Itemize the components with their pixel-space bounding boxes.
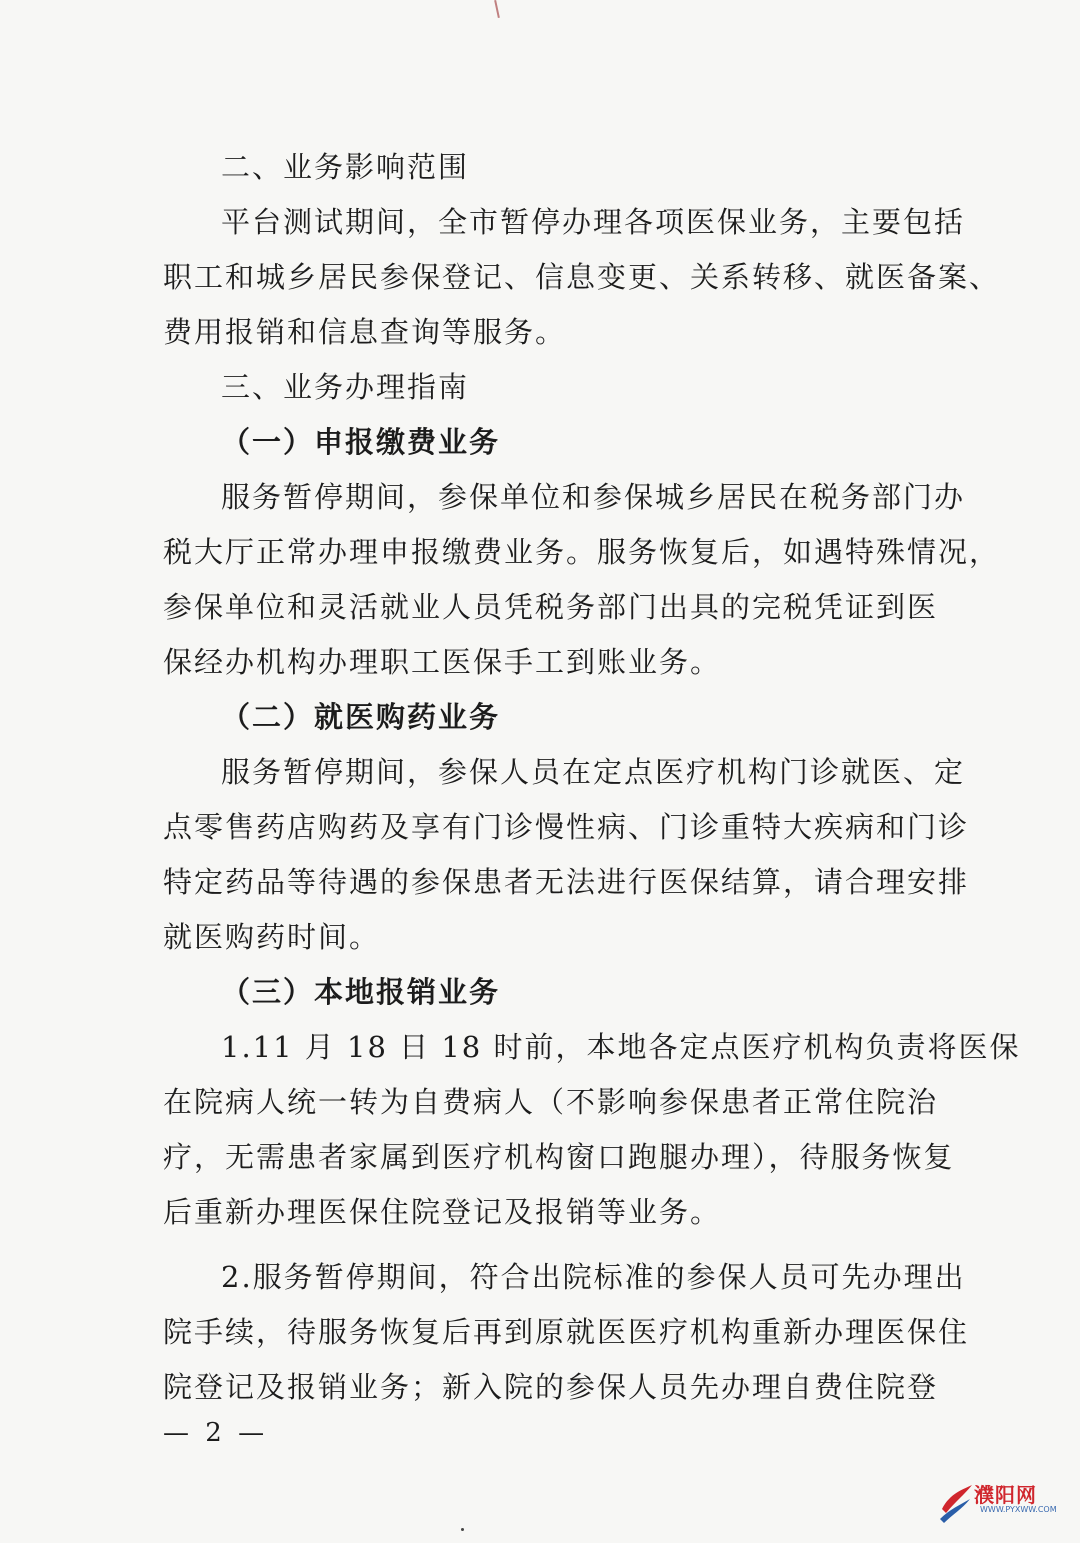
paragraph-line: 参保单位和灵活就业人员凭税务部门出具的完税凭证到医	[163, 590, 939, 624]
paragraph-line: 点零售药店购药及享有门诊慢性病、门诊重特大疾病和门诊	[163, 810, 970, 844]
paragraph-line: 税大厅正常办理申报缴费业务。服务恢复后，如遇特殊情况，	[163, 535, 1001, 569]
paragraph-line: 疗，无需患者家属到医疗机构窗口跑腿办理），待服务恢复	[163, 1140, 955, 1174]
paragraph-line: 服务暂停期间，参保人员在定点医疗机构门诊就医、定	[221, 755, 966, 789]
watermark-logo-icon	[936, 1479, 976, 1525]
subsection-heading-2: （二）就医购药业务	[221, 700, 501, 734]
paragraph-line: 后重新办理医保住院登记及报销等业务。	[163, 1195, 722, 1229]
paragraph-line: 保经办机构办理职工医保手工到账业务。	[163, 645, 722, 679]
section-heading-2: 二、业务影响范围	[221, 150, 470, 184]
paragraph-line: 院登记及报销业务；新入院的参保人员先办理自费住院登	[163, 1370, 939, 1404]
pen-mark	[494, 0, 500, 18]
scan-speck	[461, 1528, 464, 1531]
document-body	[163, 140, 1021, 1415]
paragraph-line: 院手续，待服务恢复后再到原就医医疗机构重新办理医保住	[163, 1315, 970, 1349]
paragraph-line: 职工和城乡居民参保登记、信息变更、关系转移、就医备案、	[163, 260, 1001, 294]
paragraph-line: 服务暂停期间，参保单位和参保城乡居民在税务部门办	[221, 480, 966, 514]
subsection-heading-1: （一）申报缴费业务	[221, 425, 501, 459]
section-heading-3: 三、业务办理指南	[221, 370, 470, 404]
paragraph-line: 1.11 月 18 日 18 时前，本地各定点医疗机构负责将医保	[221, 1030, 1021, 1064]
paragraph-line: 平台测试期间，全市暂停办理各项医保业务，主要包括	[221, 205, 966, 239]
paragraph-line: 就医购药时间。	[163, 920, 381, 954]
paragraph-line: 2.服务暂停期间，符合出院标准的参保人员可先办理出	[221, 1260, 966, 1294]
paragraph-line: 费用报销和信息查询等服务。	[163, 315, 567, 349]
page-number: — 2 —	[163, 1418, 269, 1448]
subsection-heading-3: （三）本地报销业务	[221, 975, 501, 1009]
watermark-url: WWW.PYXWW.COM	[980, 1505, 1057, 1514]
paragraph-line: 特定药品等待遇的参保患者无法进行医保结算，请合理安排	[163, 865, 970, 899]
site-watermark	[936, 1479, 1066, 1525]
watermark-name: 濮阳网	[974, 1483, 1037, 1507]
paragraph-line: 在院病人统一转为自费病人（不影响参保患者正常住院治	[163, 1085, 939, 1119]
